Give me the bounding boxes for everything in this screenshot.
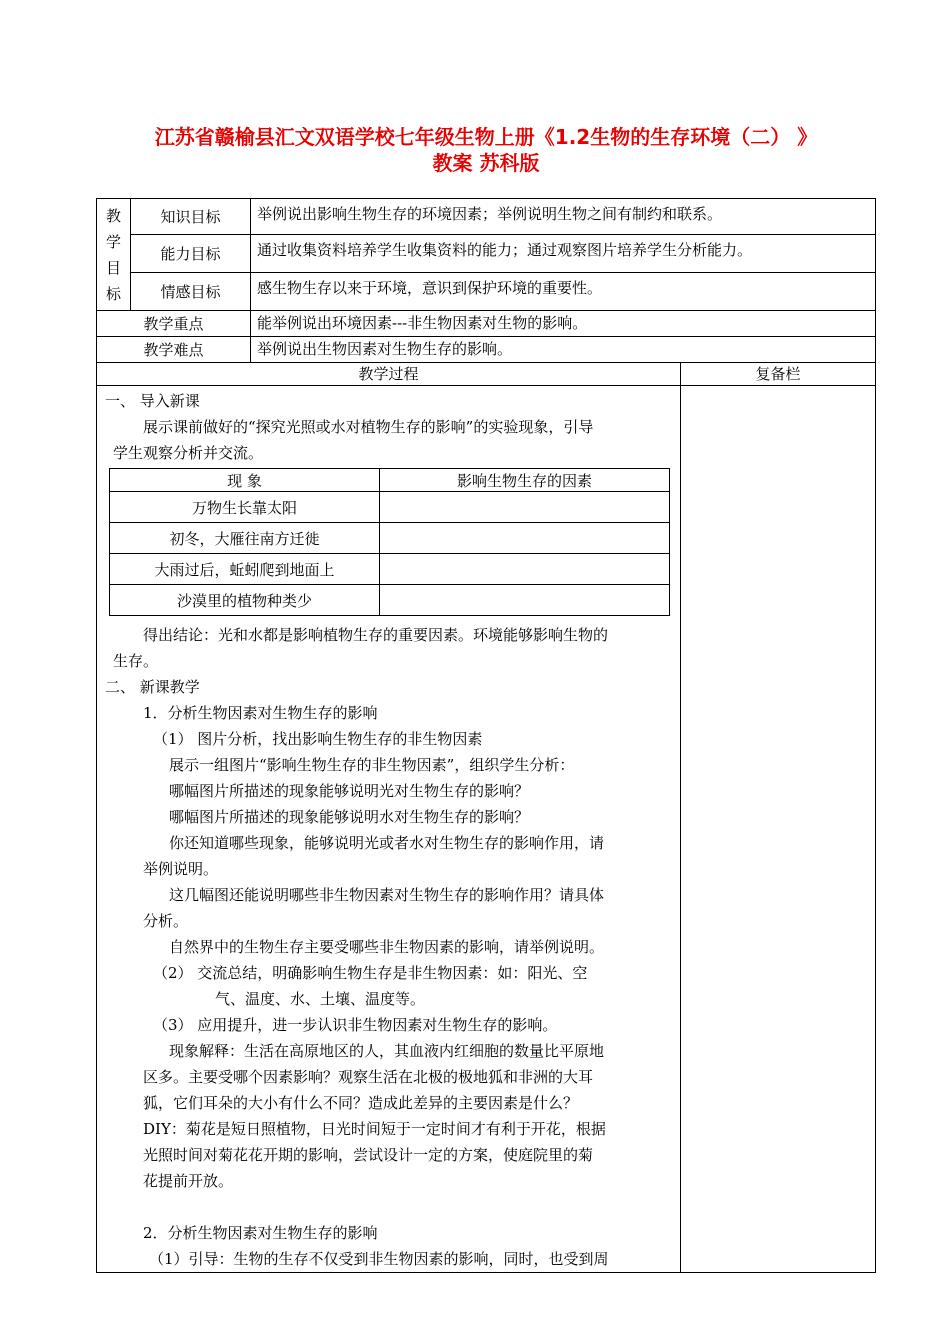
factor-cell <box>380 554 670 585</box>
factor-cell <box>380 585 670 616</box>
paragraph-line: 得出结论：光和水都是影响植物生存的重要因素。环境能够影响生物的 <box>143 626 609 644</box>
section-heading: 一、 导入新课 <box>105 392 200 410</box>
ability-goal-label: 能力目标 <box>131 235 251 273</box>
blank-line <box>105 1194 672 1220</box>
key-point-label: 教学重点 <box>97 311 251 337</box>
paragraph-line: 哪幅图片所描述的现象能够说明水对生物生存的影响？ <box>169 808 530 826</box>
ability-goal-text: 通过收集资料培养学生收集资料的能力；通过观察图片培养学生分析能力。 <box>251 235 876 273</box>
paragraph-line: 分析。 <box>143 912 189 930</box>
paragraph-line: 你还知道哪些现象，能够说明光或者水对生物生存的影响作用，请 <box>169 834 605 852</box>
paragraph-line: （2） 交流总结，明确影响生物生存是非生物因素：如：阳光、空 <box>153 964 588 982</box>
paragraph-line: DIY：菊花是短日照植物，日光时间短于一定时间才有利于开花，根据 <box>143 1120 606 1138</box>
phenomena-table <box>109 468 670 616</box>
phenomenon-cell: 初冬，大雁往南方迁徙 <box>110 523 380 554</box>
paragraph-line: 这几幅图还能说明哪些非生物因素对生物生存的影响作用？请具体 <box>169 886 605 904</box>
process-content <box>97 386 681 1273</box>
factor-header: 影响生物生存的因素 <box>380 469 670 492</box>
paragraph-line: 哪幅图片所描述的现象能够说明光对生物生存的影响？ <box>169 782 530 800</box>
subsection-heading: 2．分析生物因素对生物生存的影响 <box>143 1224 378 1242</box>
phenomenon-cell: 万物生长靠太阳 <box>110 492 380 523</box>
paragraph-line: （3） 应用提升，进一步认识非生物因素对生物生存的影响。 <box>153 1016 558 1034</box>
knowledge-goal-text: 举例说出影响生物生存的环境因素；举例说明生物之间有制约和联系。 <box>251 199 876 235</box>
factor-cell <box>380 492 670 523</box>
title-line-2: 教案 苏科版 <box>432 151 540 175</box>
paragraph-line: 举例说明。 <box>143 860 219 878</box>
paragraph-line: 展示一组图片“影响生物生存的非生物因素”，组织学生分析： <box>169 756 575 774</box>
paragraph-line: 生存。 <box>113 652 159 670</box>
goals-category-char: 教 <box>105 207 121 225</box>
document-title <box>96 124 876 176</box>
paragraph-line: 狐，它们耳朵的大小有什么不同？造成此差异的主要因素是什么？ <box>143 1094 579 1112</box>
factor-cell <box>380 523 670 554</box>
phenomenon-cell: 大雨过后，蚯蚓爬到地面上 <box>110 554 380 585</box>
phenomena-header: 现 象 <box>110 469 380 492</box>
paragraph-line: 现象解释：生活在高原地区的人，其血液内红细胞的数量比平原地 <box>169 1042 605 1060</box>
paragraph-line: 花提前开放。 <box>143 1172 234 1190</box>
difficulty-text: 举例说出生物因素对生物生存的影响。 <box>251 337 876 363</box>
difficulty-label: 教学难点 <box>97 337 251 363</box>
key-point-text: 能举例说出环境因素---非生物因素对生物的影响。 <box>251 311 876 337</box>
paragraph-line: 区多。主要受哪个因素影响？观察生活在北极的极地狐和非洲的大耳 <box>143 1068 594 1086</box>
subsection-heading: 1．分析生物因素对生物生存的影响 <box>143 704 378 722</box>
paragraph-line: （1）引导：生物的生存不仅受到非生物因素的影响，同时，也受到周 <box>149 1250 609 1268</box>
goals-category-char: 标 <box>105 285 121 303</box>
emotion-goal-label: 情感目标 <box>131 273 251 311</box>
paragraph-line: 自然界中的生物生存主要受哪些非生物因素的影响，请举例说明。 <box>169 938 605 956</box>
goals-category-char: 目 <box>105 259 121 277</box>
section-heading: 二、 新课教学 <box>105 678 200 696</box>
emotion-goal-text: 感生物生存以来于环境，意识到保护环境的重要性。 <box>251 273 876 311</box>
paragraph-line: （1） 图片分析，找出影响生物生存的非生物因素 <box>153 730 483 748</box>
review-column-header: 复备栏 <box>681 363 876 386</box>
paragraph-line: 光照时间对菊花花开期的影响，尝试设计一定的方案，使庭院里的菊 <box>143 1146 594 1164</box>
goals-category-char: 学 <box>105 233 121 251</box>
paragraph-line: 展示课前做好的“探究光照或水对植物生存的影响”的实验现象，引导 <box>143 418 594 436</box>
phenomenon-cell: 沙漠里的植物种类少 <box>110 585 380 616</box>
title-line-1: 江苏省赣榆县汇文双语学校七年级生物上册《1.2生物的生存环境（二） 》 <box>154 125 818 149</box>
knowledge-goal-label: 知识目标 <box>131 199 251 235</box>
review-column <box>681 386 876 1273</box>
goals-category-cell <box>97 199 131 311</box>
lesson-plan-table <box>96 198 876 1273</box>
process-header: 教学过程 <box>97 363 681 386</box>
paragraph-line: 气、温度、水、土壤、温度等。 <box>215 990 426 1008</box>
paragraph-line: 学生观察分析并交流。 <box>113 444 264 462</box>
